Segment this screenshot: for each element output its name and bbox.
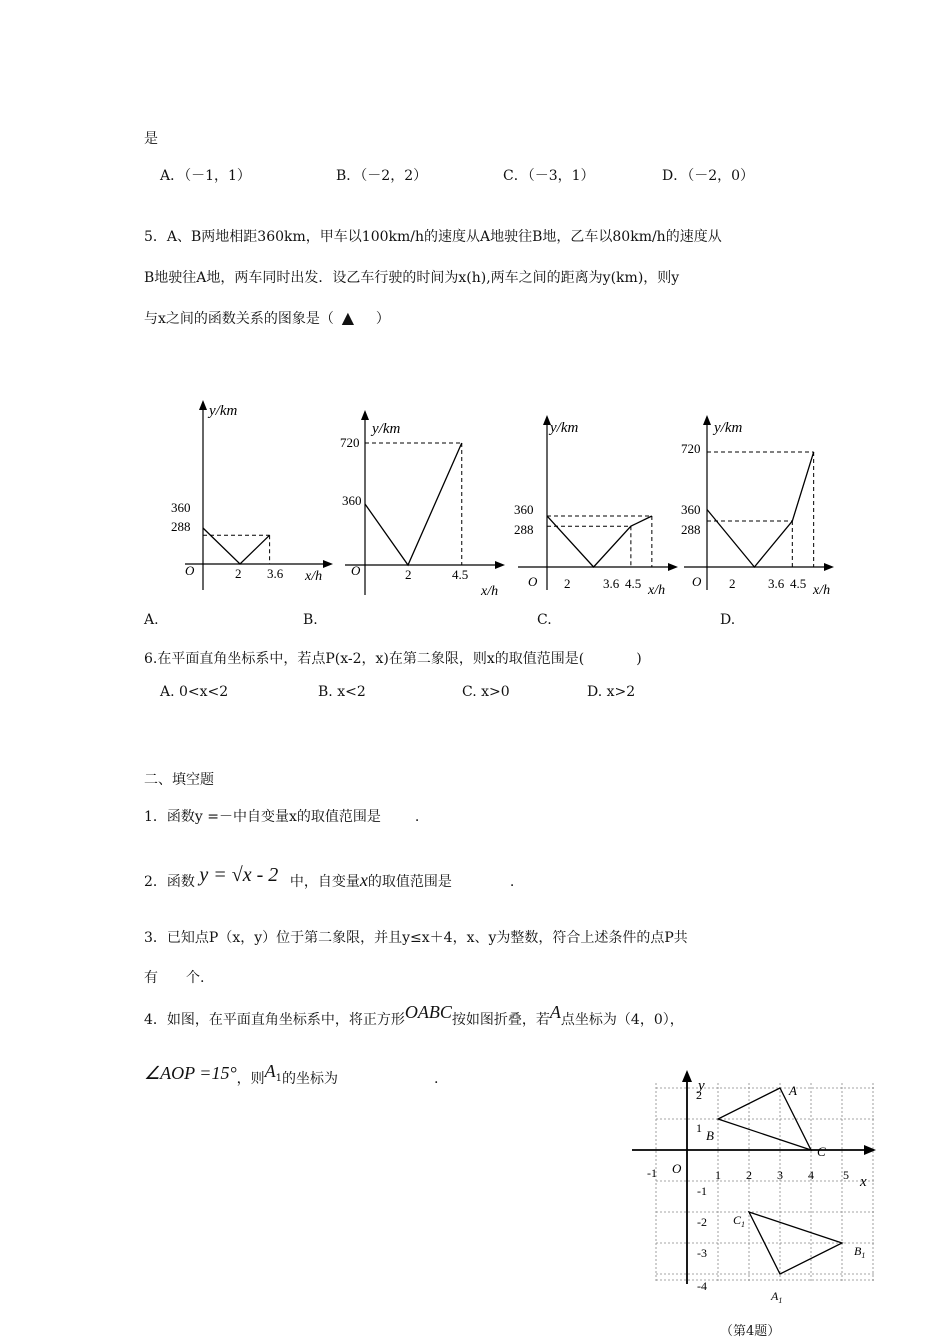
graph-a-ytick-288: 288 — [171, 519, 191, 534]
figure-4-caption: （第4题） — [720, 1324, 781, 1339]
x-tick-neg1: -1 — [647, 1166, 657, 1180]
q6-option-d: D. x>2 — [587, 684, 636, 700]
graph-c-label: C. — [537, 612, 552, 628]
graph-c-xlabel: x/h — [648, 583, 666, 598]
graph-a-xtick-2: 2 — [235, 566, 242, 581]
q6-option-c: C. x>0 — [462, 684, 510, 700]
section-heading: 二、填空题 — [144, 772, 214, 788]
x-tick-1: 1 — [715, 1168, 721, 1182]
graph-a — [165, 395, 340, 595]
graph-d-xtick-2: 2 — [729, 576, 736, 591]
series-line — [707, 452, 814, 567]
fill-q3-line1: 3．已知点P（x，y）位于第二象限，并且y≤x＋4，x、y为整数，符合上述条件的点P共 — [144, 930, 688, 946]
sqrt-formula: y = √x - 2 — [199, 864, 279, 886]
q4-option-c: C．（－3，1） — [503, 168, 595, 184]
q6-option-a: A. 0<x<2 — [160, 684, 229, 700]
graph-d-series — [707, 452, 814, 567]
point-c-label: C — [817, 1144, 826, 1159]
graph-c-xtick-2: 2 — [564, 576, 571, 591]
graph-b-ylabel: y/km — [372, 421, 401, 437]
graph-d-ylabel: y/km — [714, 420, 743, 436]
series-line — [365, 443, 462, 565]
q6-stem: 6.在平面直角坐标系中，若点P(x-2，x)在第二象限，则x的取值范围是( ) — [144, 651, 642, 667]
grid — [656, 1083, 876, 1283]
series-line — [203, 528, 270, 564]
graph-d-xtick-45: 4.5 — [790, 576, 807, 591]
answer-blank-triangle: ▲ — [341, 308, 355, 327]
x-tick-2: 2 — [746, 1168, 752, 1182]
graph-b-origin: O — [351, 563, 361, 578]
graph-d-ytick-288: 288 — [681, 522, 701, 537]
fill-q2: 2．函数 y = √x - 2 中，自变量x的取值范围是 . — [144, 864, 515, 890]
origin-label: O — [672, 1161, 682, 1176]
graph-b-ytick-360: 360 — [342, 493, 362, 508]
graph-c-origin: O — [528, 574, 538, 589]
graph-d-ytick-720: 720 — [681, 441, 701, 456]
graph-c-xtick-45: 4.5 — [625, 576, 642, 591]
point-b-label: B — [706, 1128, 714, 1143]
fill-q4-line1: 4．如图，在平面直角坐标系中，将正方形OABC按如图折叠，若A点坐标为（4，0）， — [144, 1002, 684, 1028]
graph-d-ytick-360: 360 — [681, 502, 701, 517]
q4-option-b: B．（－2，2） — [336, 168, 428, 184]
y-tick-neg2: -2 — [697, 1215, 707, 1229]
x-axis-label: x — [860, 1174, 867, 1190]
graph-a-ylabel: y/km — [209, 403, 238, 419]
point-b1-label: $B_1$ — [854, 1244, 866, 1260]
graph-c-ytick-360: 360 — [514, 502, 534, 517]
graph-b-xtick-2: 2 — [405, 567, 412, 582]
q4-option-d: D．（－2，0） — [662, 168, 755, 184]
fill-q3-line2: 有 个. — [144, 970, 205, 986]
graph-b-label: B. — [303, 612, 318, 628]
y-tick-1: 1 — [696, 1121, 702, 1135]
x-tick-4: 4 — [808, 1168, 814, 1182]
q4-option-a: A．（－1，1） — [160, 168, 251, 184]
point-a-label: A — [789, 1083, 797, 1098]
graph-b-xtick-45: 4.5 — [452, 567, 469, 582]
q4-tail-line: 是 — [144, 131, 158, 147]
y-tick-2: 2 — [696, 1088, 702, 1102]
graph-b — [335, 405, 510, 605]
y-tick-neg1: -1 — [697, 1184, 707, 1198]
fill-q4-line2: ∠AOP =15°，则A1的坐标为 . — [144, 1061, 439, 1087]
graph-c-ytick-288: 288 — [514, 522, 534, 537]
graph-c — [510, 410, 685, 602]
q5-line1: 5．A、B两地相距360km，甲车以100km/h的速度从A地驶往B地，乙车以80km/h的速度从 — [144, 229, 722, 245]
graph-a-xlabel: x/h — [305, 569, 323, 584]
graph-a-label: A. — [144, 612, 159, 628]
y-axis-label: y — [698, 1078, 705, 1094]
graph-a-xtick-36: 3.6 — [267, 566, 284, 581]
graph-d — [676, 410, 851, 602]
point-c1-label: $C_1$ — [733, 1213, 746, 1229]
graph-b-ytick-720: 720 — [340, 435, 360, 450]
graph-d-xlabel: x/h — [813, 583, 831, 598]
q5-line2: B地驶往A地，两车同时出发．设乙车行驶的时间为x(h),两车之间的距离为y(km)，则y — [144, 270, 680, 286]
graph-c-series — [547, 516, 652, 567]
q5-line3: 与x之间的函数关系的图象是（ ▲ ） — [144, 308, 390, 327]
graph-a-origin: O — [185, 563, 195, 578]
fill-q1: 1．函数y =－中自变量x的取值范围是 . — [144, 809, 420, 825]
q6-option-b: B. x<2 — [318, 684, 366, 700]
y-tick-neg4: -4 — [697, 1279, 707, 1293]
series-line — [547, 516, 652, 567]
graph-d-xtick-36: 3.6 — [768, 576, 785, 591]
graph-d-label: D. — [720, 612, 736, 628]
x-tick-3: 3 — [777, 1168, 783, 1182]
graph-a-series — [203, 528, 270, 564]
graph-c-xtick-36: 3.6 — [603, 576, 620, 591]
graph-a-ytick-360: 360 — [171, 500, 191, 515]
point-a1-label: $A_1$ — [771, 1289, 783, 1305]
y-tick-neg3: -3 — [697, 1246, 707, 1260]
graph-d-origin: O — [692, 574, 702, 589]
figure-4 — [626, 1068, 880, 1318]
x-tick-5: 5 — [843, 1168, 849, 1182]
graph-c-ylabel: y/km — [550, 420, 579, 436]
graph-b-series — [365, 443, 462, 565]
graph-b-xlabel: x/h — [481, 584, 499, 599]
